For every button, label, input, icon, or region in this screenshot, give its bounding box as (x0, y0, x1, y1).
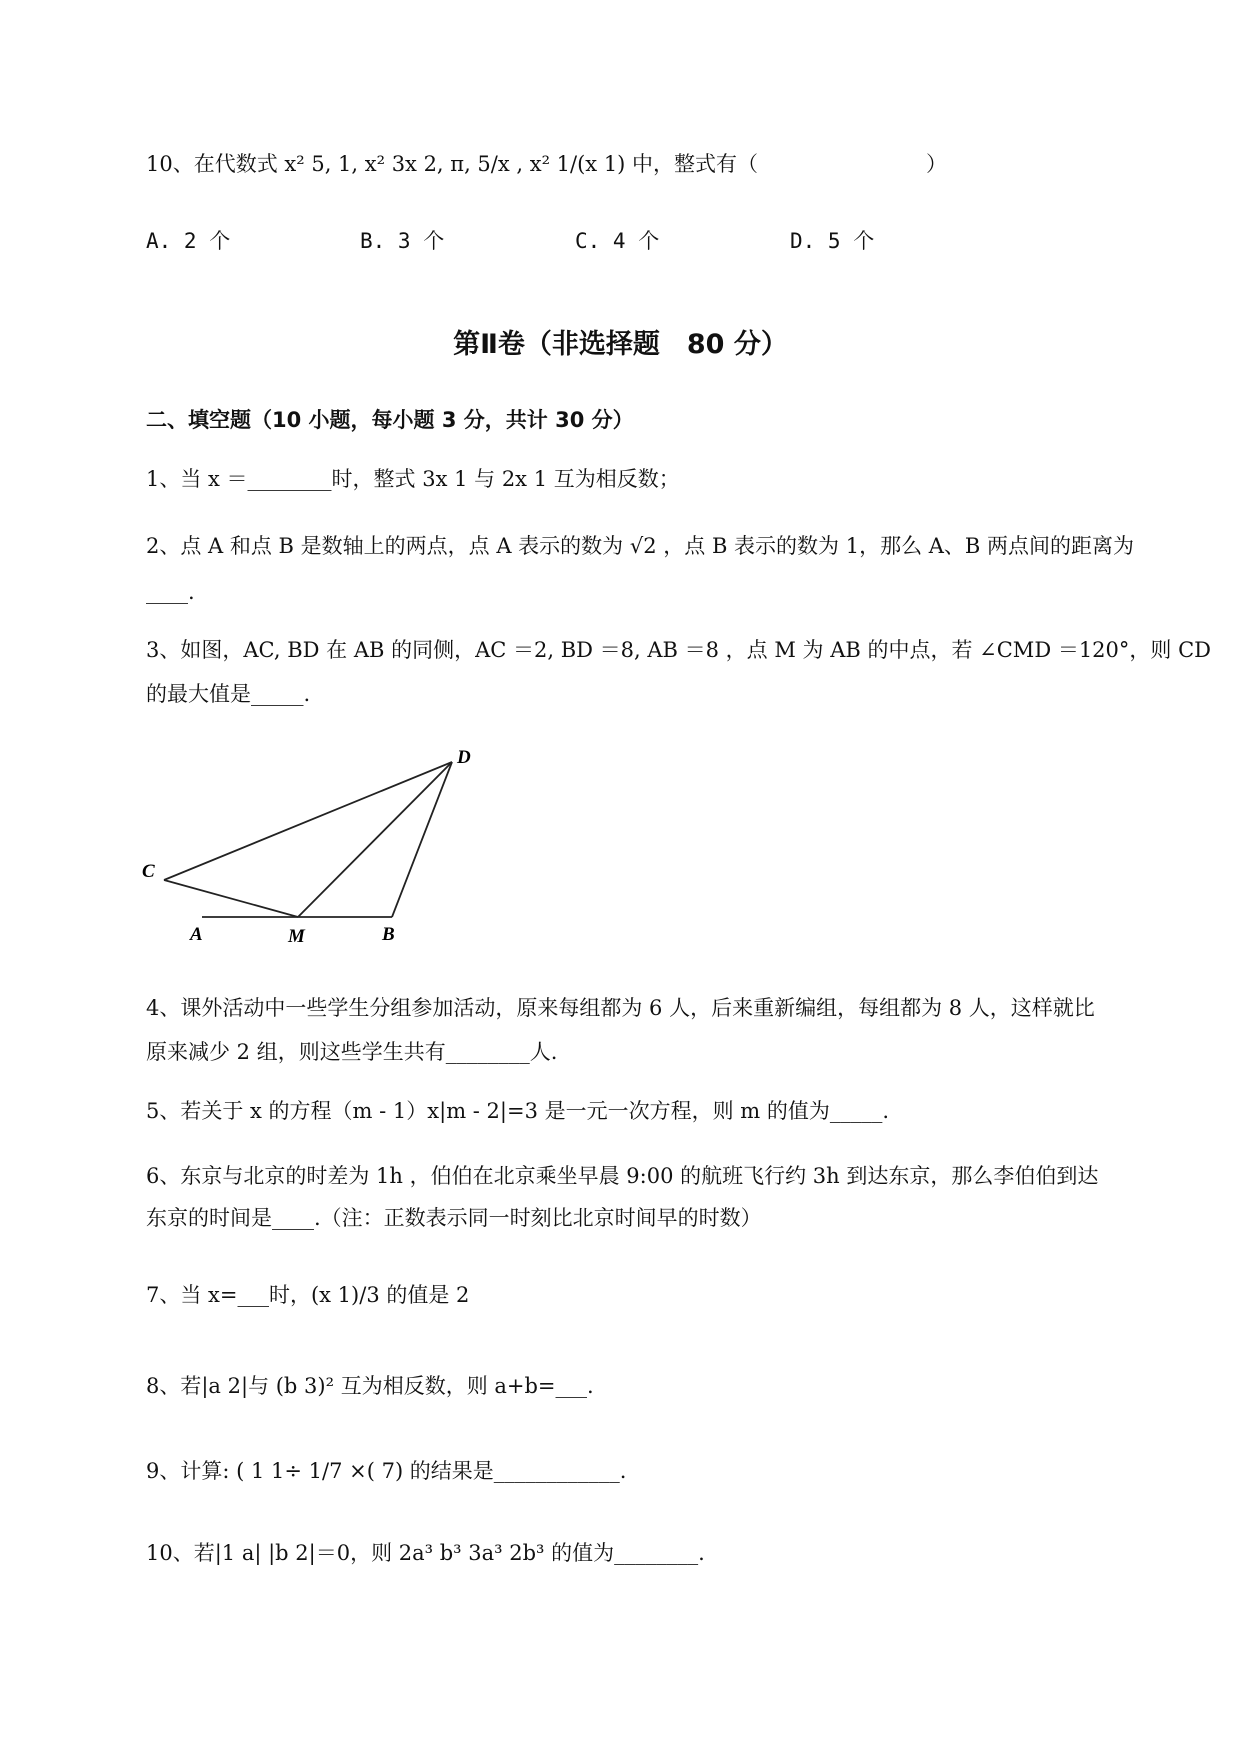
part-heading: 第Ⅱ卷（非选择题 80 分） (453, 329, 788, 360)
question-10-line-1: 10、若|1 a| |b 2|＝0，则 2a³ b³ 3a³ 2b³ 的值为________. (146, 1541, 705, 1565)
triangle-figure (130, 740, 490, 950)
question-6-line-1: 6、东京与北京的时差为 1h ，伯伯在北京乘坐早晨 9:00 的航班飞行约 3h 到达东京，那么李伯伯到达 (146, 1164, 1099, 1188)
segment-cm (164, 880, 298, 917)
question-2-line-1: 2、点 A 和点 B 是数轴上的两点，点 A 表示的数为 √2 ，点 B 表示的数为 1，那么 A、B 两点间的距离为 (146, 534, 1135, 558)
label-d: D (457, 747, 471, 768)
label-c: C (142, 861, 155, 882)
segment-md (298, 762, 452, 917)
question-9-line-1: 9、计算: ( 1 1÷ 1/7 ×( 7) 的结果是____________. (146, 1459, 627, 1483)
question-7-line-1: 7、当 x=___时，(x 1)/3 的值是 2 (146, 1283, 470, 1307)
question-2-line-2: ____. (146, 580, 195, 604)
section-heading: 二、填空题（10 小题，每小题 3 分，共计 30 分） (146, 408, 634, 432)
label-b: B (382, 924, 395, 945)
question-3-line-2: 的最大值是_____. (146, 682, 311, 706)
question-1-line-1: 1、当 x ＝________时，整式 3x 1 与 2x 1 互为相反数； (146, 467, 680, 491)
question-4-line-2: 原来减少 2 组，则这些学生共有________人. (146, 1040, 558, 1064)
question-5-line-1: 5、若关于 x 的方程（m - 1）x|m - 2|=3 是一元一次方程，则 m 的值为_____. (146, 1099, 890, 1123)
option-a: A. 2 个 (146, 229, 231, 253)
segment-cd (164, 762, 452, 880)
option-d: D. 5 个 (790, 229, 875, 253)
question-3-line-1: 3、如图，AC, BD 在 AB 的同侧，AC ＝2, BD ＝8, AB ＝8 ，点 M 为 AB 的中点，若 ∠CMD ＝120°，则 CD (146, 638, 1211, 662)
label-a: A (190, 924, 203, 945)
question-4-line-1: 4、课外活动中一些学生分组参加活动，原来每组都为 6 人，后来重新编组，每组都为 8 人，这样就比 (146, 996, 1095, 1020)
segment-db (392, 762, 452, 917)
question-10-stem: 10、在代数式 x² 5, 1, x² 3x 2, π, 5/x , x² 1/(x 1) 中，整式有（ ） (146, 152, 948, 176)
option-b: B. 3 个 (360, 229, 445, 253)
question-8-line-1: 8、若|a 2|与 (b 3)² 互为相反数，则 a+b=___. (146, 1374, 594, 1398)
question-6-line-2: 东京的时间是____.（注：正数表示同一时刻比北京时间早的时数） (146, 1206, 762, 1230)
option-c: C. 4 个 (575, 229, 660, 253)
label-m: M (288, 926, 305, 947)
